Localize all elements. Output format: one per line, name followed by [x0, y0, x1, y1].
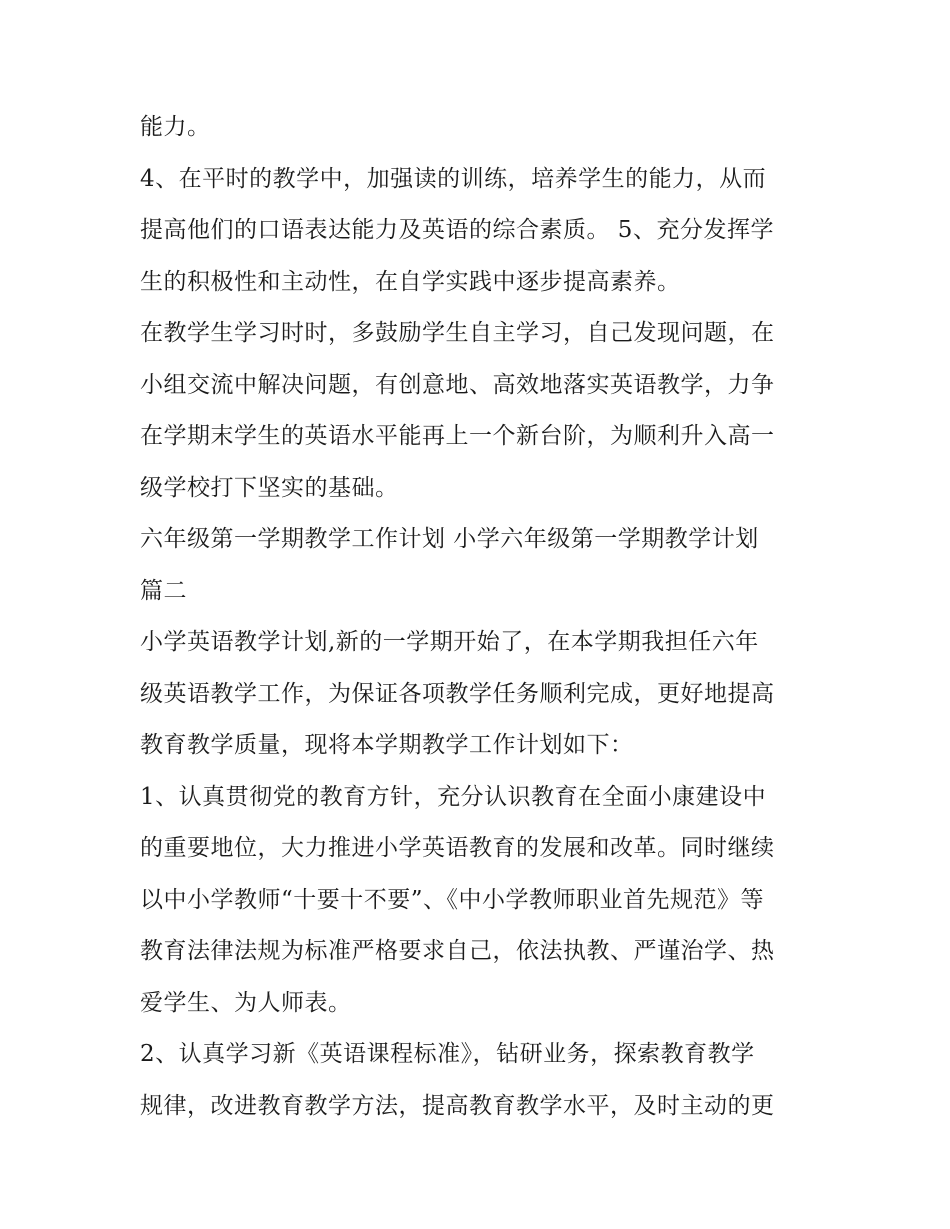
- text-line: 级英语教学工作，为保证各项教学任务顺利完成，更好地提高: [140, 680, 775, 707]
- text-line: 教育教学质量，现将本学期教学工作计划如下：: [140, 732, 634, 758]
- text-line: 提高他们的口语表达能力及英语的综合素质。 5、充分发挥学: [140, 217, 774, 243]
- text-line: 能力。: [140, 114, 211, 140]
- text-line: 级学校打下坚实的基础。: [140, 474, 399, 501]
- text-line: 4、在平时的教学中，加强读的训练，培养学生的能力，从而: [140, 165, 767, 192]
- text-line: 教育法律法规为标准严格要求自己，依法执教、严谨治学、热: [140, 938, 775, 964]
- text-line: 爱学生、为人师表。: [140, 989, 352, 1016]
- text-line: 2、认真学习新《英语课程标准》，钻研业务，探索教育教学: [140, 1041, 755, 1067]
- text-line: 在教学生学习时时，多鼓励学生自主学习，自己发现问题，在: [140, 320, 775, 346]
- section-heading: 篇二: [140, 577, 187, 604]
- text-line: 小组交流中解决问题，有创意地、高效地落实英语教学，力争: [140, 371, 775, 398]
- text-line: 的重要地位，大力推进小学英语教育的发展和改革。同时继续: [140, 835, 775, 861]
- text-line: 小学英语教学计划,新的一学期开始了，在本学期我担任六年: [140, 629, 759, 655]
- document-body: [140, 102, 820, 1132]
- section-heading: 六年级第一学期教学工作计划 小学六年级第一学期教学计划: [140, 526, 759, 552]
- text-line: 生的积极性和主动性，在自学实践中逐步提高素养。: [140, 268, 681, 295]
- text-line: 在学期末学生的英语水平能再上一个新台阶，为顺利升入高一: [140, 423, 775, 449]
- text-line: 规律，改进教育教学方法，提高教育教学水平，及时主动的更: [140, 1092, 775, 1119]
- text-line: 以中小学教师“十要十不要”、《中小学教师职业首先规范》等: [140, 886, 765, 913]
- text-line: 1、认真贯彻党的教育方针，充分认识教育在全面小康建设中: [140, 783, 767, 810]
